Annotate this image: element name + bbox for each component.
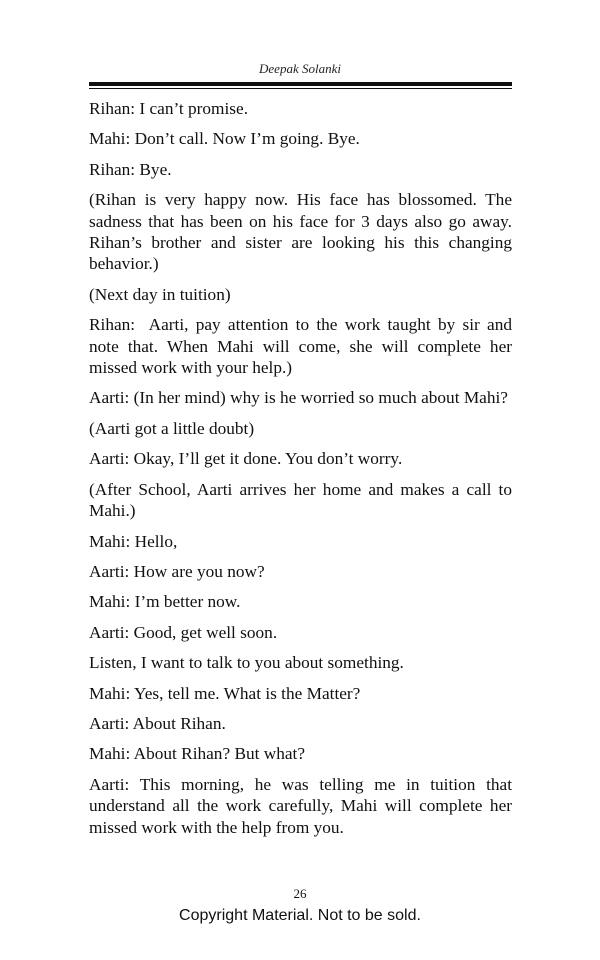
body-text — [89, 98, 512, 847]
paragraph: (Rihan is very happy now. His face has blossomed. The sadness that has been on his face for 3 days also go away. Rihan’s brother and sister are looking his this changing behavior.) — [89, 190, 512, 274]
copyright-notice: Copyright Material. Not to be sold. — [179, 907, 421, 924]
paragraph: Rihan: Bye. — [89, 159, 172, 179]
paragraph: Rihan: I can’t promise. — [89, 99, 249, 118]
paragraph: Aarti: This morning, he was telling me in tuition that understand all the work carefully, Mahi will complete her missed work with the help from you. — [89, 774, 512, 837]
paragraph: (Next day in tuition) — [89, 284, 231, 304]
paragraph: Mahi: About Rihan? But what? — [89, 744, 305, 764]
header-rule-thin — [89, 88, 512, 89]
header-rule-thick — [89, 82, 512, 86]
paragraph: Mahi: Don’t call. Now I’m going. Bye. — [89, 129, 360, 149]
paragraph: Mahi: I’m better now. — [89, 592, 241, 612]
paragraph: Aarti: (In her mind) why is he worried so much about Mahi? — [89, 388, 508, 408]
paragraph: Listen, I want to talk to you about something. — [89, 653, 404, 673]
page-number: 26 — [293, 886, 307, 901]
paragraph: Mahi: Yes, tell me. What is the Matter? — [89, 683, 361, 703]
paragraph: (Aarti got a little doubt) — [89, 418, 255, 438]
paragraph: (After School, Aarti arrives her home and makes a call to Mahi.) — [89, 479, 512, 521]
paragraph: Mahi: Hello, — [89, 531, 178, 551]
paragraph: Aarti: About Rihan. — [89, 713, 226, 733]
paragraph: Aarti: Okay, I’ll get it done. You don’t worry. — [89, 449, 403, 469]
paragraph: Aarti: How are you now? — [89, 561, 265, 581]
running-header-author: Deepak Solanki — [259, 61, 341, 76]
paragraph: Rihan: Aarti, pay attention to the work taught by sir and note that. When Mahi will come, she will complete her missed work with your help.) — [89, 315, 512, 378]
paragraph: Aarti: Good, get well soon. — [89, 622, 278, 642]
